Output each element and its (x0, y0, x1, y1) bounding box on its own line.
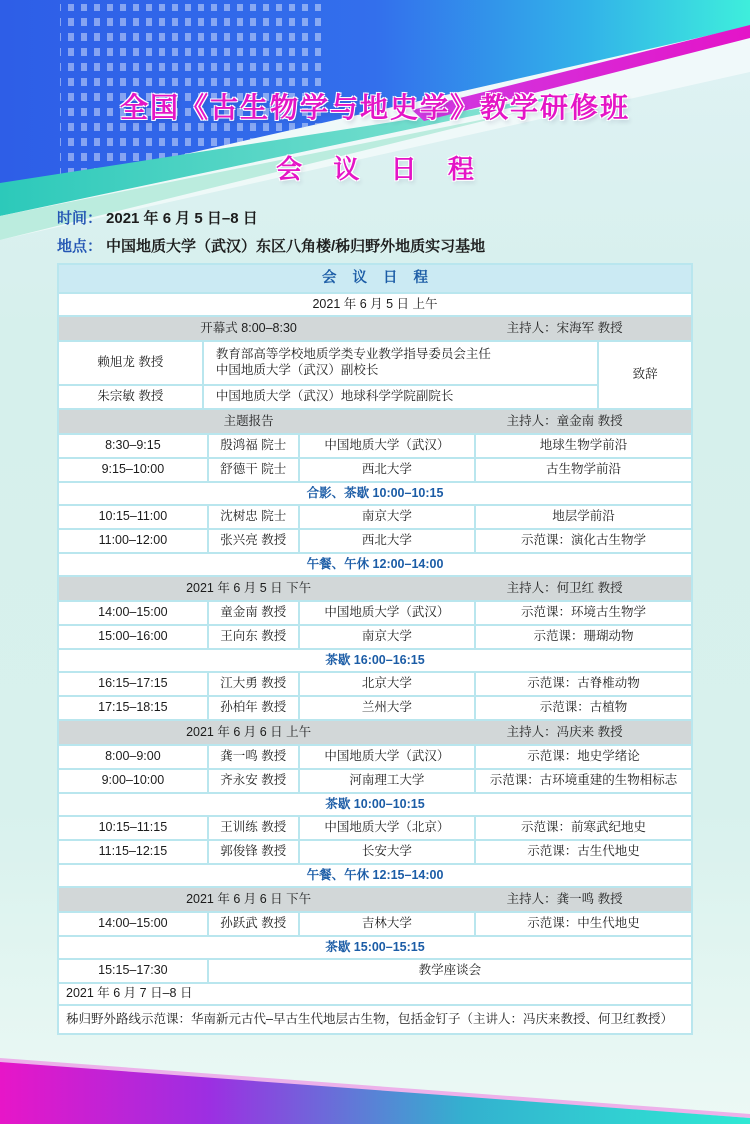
break-cell: 合影、茶歇 10:00–10:15 (306, 485, 444, 500)
break-cell: 茶歇 10:00–10:15 (325, 796, 425, 811)
break-cell: 茶歇 16:00–16:15 (325, 652, 425, 667)
table-row-break (59, 648, 691, 671)
talk-affiliation: 北京大学 (300, 673, 476, 695)
table-row-talk (59, 768, 691, 792)
talk-time: 14:00–15:00 (59, 913, 209, 935)
meta-place-value: 中国地质大学（武汉）东区八角楼/秭归野外地质实习基地 (106, 238, 486, 255)
talk-time: 17:15–18:15 (59, 697, 209, 719)
note-cell: 2021 年 6 月 7 日–8 日 (66, 986, 193, 1001)
seminar-time: 15:15–17:30 (59, 960, 209, 982)
section-host: 主持人：童金南 教授 (506, 413, 623, 428)
meta-place-line (57, 235, 485, 256)
talk-topic: 地层学前沿 (552, 509, 615, 524)
table-row-break (59, 863, 691, 886)
talk-speaker: 郭俊锋 教授 (209, 841, 300, 863)
talk-speaker: 童金南 教授 (209, 602, 300, 624)
table-row-seminar (59, 958, 691, 982)
section-host: 主持人：何卫红 教授 (506, 580, 623, 595)
table-row-opening (59, 340, 691, 408)
table-row-talk (59, 600, 691, 624)
table-row-break (59, 481, 691, 504)
table-row-talk (59, 911, 691, 935)
table-row-section (59, 575, 691, 600)
opening-speaker-row (59, 342, 597, 386)
table-row-title (59, 265, 691, 292)
schedule-table (57, 263, 693, 1035)
talk-topic: 示范课：环境古生物学 (521, 605, 647, 620)
talk-speaker: 张兴亮 教授 (209, 530, 300, 552)
section-label: 2021 年 6 月 5 日 下午 (186, 580, 312, 595)
table-row-section (59, 886, 691, 911)
table-row-talk (59, 504, 691, 528)
talk-affiliation: 中国地质大学（武汉） (300, 602, 476, 624)
talk-speaker: 沈树忠 院士 (209, 506, 300, 528)
section-label: 2021 年 6 月 6 日 上午 (186, 724, 312, 739)
page-title: 全国《古生物学与地史学》教学研修班 (119, 92, 630, 123)
table-row-talk (59, 695, 691, 719)
opening-speakers (59, 342, 599, 408)
table-row-talk (59, 433, 691, 457)
meta-place-label: 地点： (57, 238, 103, 255)
talk-topic: 示范课：珊瑚动物 (533, 629, 634, 644)
talk-speaker: 王向东 教授 (209, 626, 300, 648)
talk-affiliation: 中国地质大学（武汉） (300, 435, 476, 457)
meta-time-label: 时间： (57, 210, 103, 227)
opening-speaker-row (59, 386, 597, 408)
talk-affiliation: 河南理工大学 (300, 770, 476, 792)
talk-topic: 示范课：前寒武纪地史 (521, 820, 647, 835)
table-row-talk (59, 457, 691, 481)
seminar-title: 教学座谈会 (418, 963, 482, 978)
table-row-talk (59, 744, 691, 768)
break-cell: 午餐、午休 12:15–14:00 (306, 867, 444, 882)
talk-affiliation: 长安大学 (300, 841, 476, 863)
talk-affiliation: 中国地质大学（武汉） (300, 746, 476, 768)
talk-topic: 示范课：古脊椎动物 (527, 676, 640, 691)
date-cell: 2021 年 6 月 5 日 上午 (312, 296, 438, 311)
section-host: 主持人：冯庆来 教授 (506, 724, 623, 739)
talk-topic: 古生物学前沿 (546, 462, 622, 477)
talk-time: 8:00–9:00 (59, 746, 209, 768)
section-host: 主持人：宋海军 教授 (506, 320, 623, 335)
meta-time-value: 2021 年 6 月 5 日–8 日 (106, 210, 258, 227)
section-label: 主题报告 (223, 413, 274, 428)
talk-speaker: 龚一鸣 教授 (209, 746, 300, 768)
talk-affiliation: 兰州大学 (300, 697, 476, 719)
section-label: 开幕式 8:00–8:30 (200, 320, 297, 335)
section-label: 2021 年 6 月 6 日 下午 (186, 891, 312, 906)
opening-speaker-name: 朱宗敏 教授 (59, 386, 204, 408)
page-subtitle: 会 议 日 程 (276, 154, 486, 184)
title-cell: 会 议 日 程 (321, 270, 435, 287)
table-row-date (59, 292, 691, 315)
talk-affiliation: 中国地质大学（北京） (300, 817, 476, 839)
talk-topic: 示范课：中生代地史 (527, 916, 640, 931)
table-row-break (59, 935, 691, 958)
opening-speaker-desc: 中国地质大学（武汉）地球科学学院副院长 (215, 389, 454, 404)
break-cell: 午餐、午休 12:00–14:00 (306, 556, 444, 571)
talk-topic: 示范课：古植物 (539, 700, 628, 715)
table-row-talk (59, 671, 691, 695)
opening-speaker-desc: 教育部高等学校地质学类专业教学指导委员会主任 中国地质大学（武汉）副校长 (215, 347, 491, 377)
talk-speaker: 舒德干 院士 (209, 459, 300, 481)
talk-affiliation: 吉林大学 (300, 913, 476, 935)
talk-time: 10:15–11:00 (59, 506, 209, 528)
meta-time-line (57, 207, 258, 228)
talk-speaker: 殷鸿福 院士 (209, 435, 300, 457)
opening-side-label: 致辞 (632, 367, 658, 382)
talk-topic: 示范课：地史学绪论 (527, 749, 640, 764)
talk-affiliation: 西北大学 (300, 530, 476, 552)
note-cell: 秭归野外路线示范课：华南新元古代–早古生代地层古生物，包括金钉子（主讲人：冯庆来教授、何卫红教授） (66, 1011, 673, 1026)
talk-affiliation: 西北大学 (300, 459, 476, 481)
talk-affiliation: 南京大学 (300, 626, 476, 648)
talk-time: 14:00–15:00 (59, 602, 209, 624)
table-row-note (59, 1004, 691, 1033)
table-row-section (59, 719, 691, 744)
table-row-talk (59, 815, 691, 839)
table-row-break (59, 792, 691, 815)
talk-affiliation: 南京大学 (300, 506, 476, 528)
talk-time: 10:15–11:15 (59, 817, 209, 839)
talk-topic: 地球生物学前沿 (539, 438, 628, 453)
talk-time: 9:00–10:00 (59, 770, 209, 792)
talk-topic: 示范课：古生代地史 (527, 844, 640, 859)
table-row-note (59, 982, 691, 1004)
table-row-section (59, 408, 691, 433)
talk-speaker: 孙柏年 教授 (209, 697, 300, 719)
section-host: 主持人：龚一鸣 教授 (506, 891, 623, 906)
table-row-break (59, 552, 691, 575)
talk-time: 8:30–9:15 (59, 435, 209, 457)
talk-time: 16:15–17:15 (59, 673, 209, 695)
table-row-talk (59, 624, 691, 648)
opening-speaker-name: 赖旭龙 教授 (59, 342, 204, 384)
talk-speaker: 孙跃武 教授 (209, 913, 300, 935)
talk-topic: 示范课：古环境重建的生物相标志 (489, 773, 678, 788)
bottom-banner-decoration (0, 1054, 750, 1124)
talk-speaker: 王训练 教授 (209, 817, 300, 839)
talk-speaker: 江大勇 教授 (209, 673, 300, 695)
table-row-section (59, 315, 691, 340)
talk-time: 11:15–12:15 (59, 841, 209, 863)
talk-time: 11:00–12:00 (59, 530, 209, 552)
talk-topic: 示范课：演化古生物学 (521, 533, 647, 548)
break-cell: 茶歇 15:00–15:15 (325, 939, 425, 954)
talk-speaker: 齐永安 教授 (209, 770, 300, 792)
table-row-talk (59, 839, 691, 863)
table-row-talk (59, 528, 691, 552)
talk-time: 9:15–10:00 (59, 459, 209, 481)
gradient-triangle (0, 1062, 750, 1124)
talk-time: 15:00–16:00 (59, 626, 209, 648)
